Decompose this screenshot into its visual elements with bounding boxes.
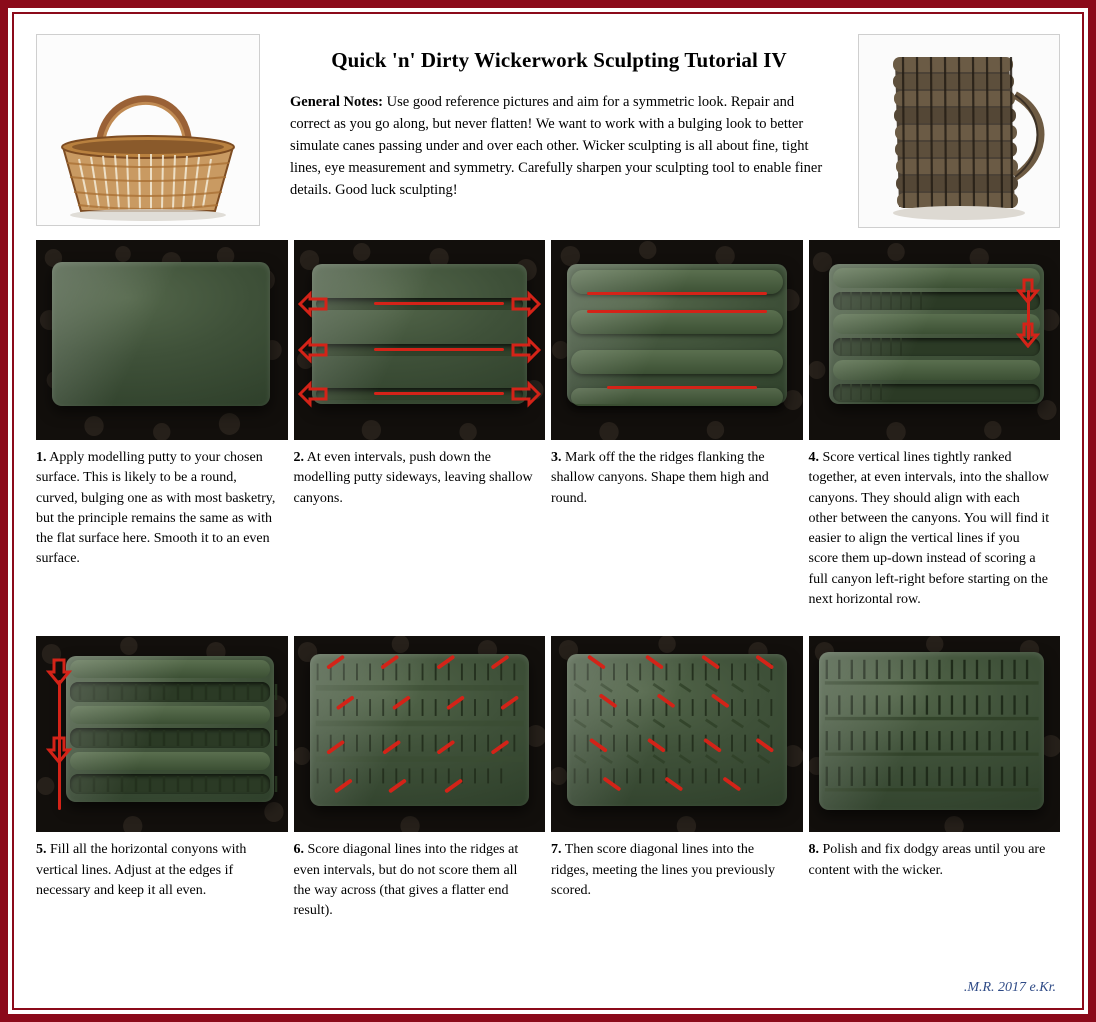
step-4-number: 4. [808, 450, 819, 465]
step-5-text: Fill all the horizontal conyons with vertical lines. Adjust at the edges if necessary and keep it all even. [36, 842, 247, 898]
opposing-diagonal-markers [551, 636, 802, 826]
step-6-number: 6. [293, 842, 304, 858]
steps-row-1-captions [14, 440, 1082, 610]
step-3-number: 3. [551, 450, 562, 465]
filled-vertical-lines [72, 660, 288, 800]
arrow-right-icon [511, 290, 541, 318]
steps-row-1-images [14, 240, 1082, 440]
steps-row-2-images [14, 636, 1082, 832]
general-notes-body: Use good reference pictures and aim for a symmetric look. Repair and correct as you go along, but never flatten! We want to work with a bulging look to better simulate canes passing under and over each other. Wicker sculpting is all about fine, tight lines, eye measurement and symmetry. Carefully sharpen your sculpting tool to enable finer details. Good luck sculpting! [290, 94, 823, 199]
step-8-text: Polish and fix dodgy areas until you are content with the wicker. [808, 842, 1046, 878]
step-5-number: 5. [36, 842, 47, 858]
basket-illustration [37, 35, 259, 225]
general-notes-label: General Notes: [290, 94, 384, 110]
step-7-image [551, 636, 803, 832]
caption-step-5 [36, 840, 288, 921]
caption-step-4 [809, 448, 1061, 610]
arrow-left-icon [298, 336, 328, 364]
step-2-image [294, 240, 546, 440]
step-8-cell [809, 636, 1061, 832]
step-7-cell [551, 636, 803, 832]
step-4-text: Score vertical lines tightly ranked together, at even intervals, into the shallow canyons. They should align with each other between the canyons. You will find it easier to align the vertical lines if you score them up-down instead of scoring a full canyon left-right before starting on the next horizontal row. [808, 450, 1050, 608]
arrow-down-icon [46, 736, 72, 764]
step-5-image [36, 636, 288, 832]
caption-step-3 [551, 448, 803, 610]
step-3-cell [551, 240, 803, 440]
arrow-down-icon [1016, 278, 1040, 304]
page-inner-border [12, 12, 1084, 1010]
step-2-number: 2. [293, 450, 304, 465]
caption-step-1 [36, 448, 288, 610]
header [14, 14, 1082, 236]
signature: .M.R. 2017 e.Kr. [963, 980, 1056, 995]
step-6-text: Score diagonal lines into the ridges at even intervals, but do not score them all the way across (that gives a flatter end result). [293, 842, 519, 919]
diagonal-marker-lines [294, 636, 545, 826]
step-1-number: 1. [36, 450, 47, 465]
step-5-cell [36, 636, 288, 832]
caption-step-6 [294, 840, 546, 921]
step-6-image [294, 636, 546, 832]
step-1-cell [36, 240, 288, 440]
steps-row-2-captions [14, 832, 1082, 921]
arrow-down-icon [46, 658, 72, 686]
step-2-text: At even intervals, push down the modelling putty sideways, leaving shallow canyons. [293, 450, 533, 506]
step-3-image [551, 240, 803, 440]
arrow-right-icon [511, 336, 541, 364]
reference-photo-basket-right [858, 34, 1060, 228]
page-title: Quick 'n' Dirty Wickerwork Sculpting Tutorial IV [331, 48, 787, 72]
vertical-score-lines [835, 268, 1015, 408]
general-notes [290, 91, 828, 201]
header-text-block [278, 34, 840, 201]
step-7-text: Then score diagonal lines into the ridges, meeting the lines you previously scored. [551, 842, 775, 898]
coiled-basket-illustration [859, 35, 1059, 227]
step-4-cell [809, 240, 1061, 440]
step-6-cell [294, 636, 546, 832]
step-1-text: Apply modelling putty to your chosen surface. This is likely to be a round, curved, bulging one as with most basketry, but the principle remains the same as with the flat surface here. Smooth it to an even surface. [36, 450, 276, 567]
arrow-left-icon [298, 380, 328, 408]
arrow-left-icon [298, 290, 328, 318]
finished-wicker-texture [821, 654, 1042, 802]
step-1-image [36, 240, 288, 440]
arrow-right-icon [511, 380, 541, 408]
caption-step-7 [551, 840, 803, 921]
step-4-image [809, 240, 1061, 440]
step-8-number: 8. [808, 842, 819, 858]
step-2-cell [294, 240, 546, 440]
reference-photo-basket-left [36, 34, 260, 226]
caption-step-8 [809, 840, 1061, 921]
arrow-down-icon [1016, 322, 1040, 348]
step-7-number: 7. [551, 842, 562, 858]
step-8-image [809, 636, 1061, 832]
step-3-text: Mark off the the ridges flanking the shallow canyons. Shape them high and round. [551, 450, 769, 506]
caption-step-2 [294, 448, 546, 610]
